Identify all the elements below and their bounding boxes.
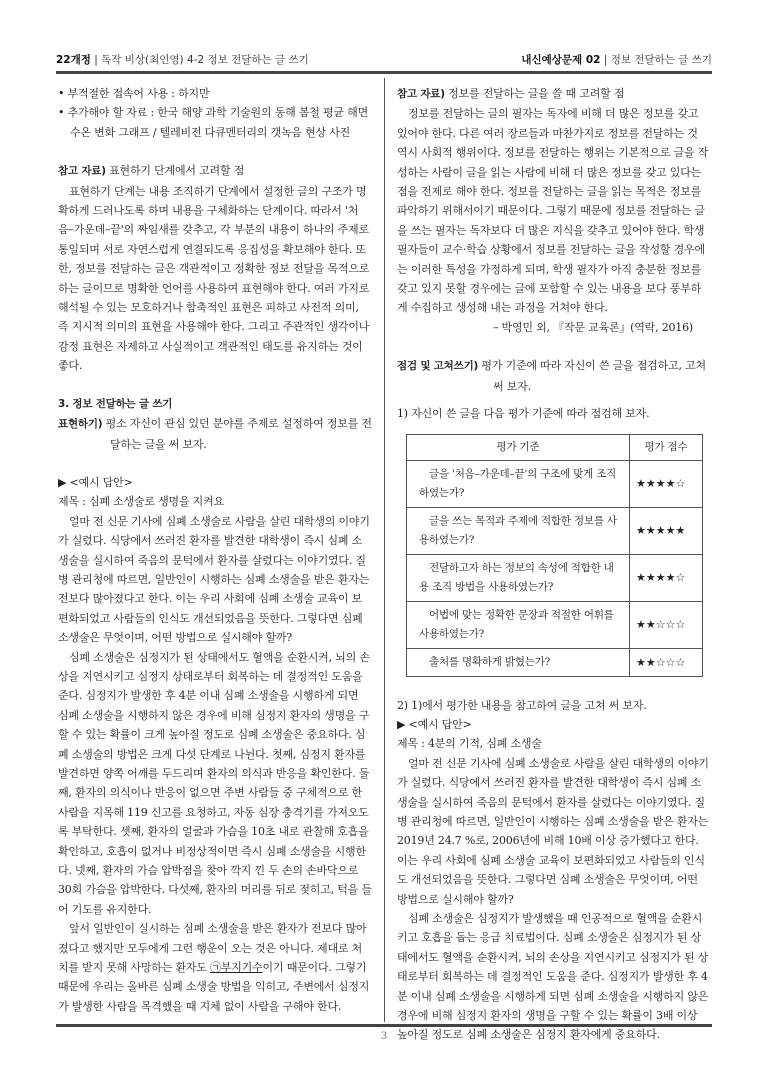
table-header-criteria: 평가 기준	[407, 434, 630, 460]
left-column	[58, 84, 372, 1016]
table-header-row	[407, 434, 703, 460]
reference-source: – 박영민 외, 『작문 교육론』(역락, 2016)	[492, 320, 693, 334]
table-row	[407, 460, 703, 507]
right-reference-heading: 참고 자료) 정보를 전달하는 글을 쓸 때 고려할 점	[397, 87, 625, 100]
footer-rule	[56, 1024, 712, 1027]
star-rating: ★★☆☆☆	[630, 648, 703, 676]
page-number: 3	[380, 1031, 388, 1042]
left-paragraph-2: 심폐 소생술은 심정지가 된 상태에서도 혈액을 순환시켜, 뇌의 손상을 지연시키고 심정지 상태로부터 회복하는 데 결정적인 도움을 준다. 심정지가 발생한 후 4분 이내 심폐 소생술을 시행하게 되면 심폐 소생술을 시행하지 않은 경우에 비해 심정지 환자의 생명을 구할 수 있는 확률이 크게 높아질 정도로 심폐 소생술은 중요하다. 심폐 소생술의 방법은 크게 다섯 단계로 나뉜다. 첫째, 심정지 환자를 발견하면 양쪽 어깨를 두드리며 환자의 의식과 반응을 확인한다. 둘째, 환자의 의식이나 반응이 없으면 주변 사람들 중 구체적으로 한 사람을 지목해 119 신고를 요청하고, 자동 심장 충격기를 가져오도록 부탁한다. 셋째, 환자의 얼굴과 가슴을 10초 내로 관찰해 호흡을 확인하고, 호흡이 없거나 비정상적이면 즉시 심폐 소생술을 시행한다. 넷째, 환자의 가슴 압박점을 찾아 깍지 낀 두 손의 손바닥으로 30회 가슴을 압박한다. 다섯째, 환자의 머리를 뒤로 젖히고, 턱을 들어 기도를 유지한다.	[58, 650, 372, 916]
evaluation-table	[406, 434, 703, 677]
header-right: 내신예상문제 02 | 정보 전달하는 글 쓰기	[521, 54, 712, 66]
question-2: 2) 1)에서 평가한 내용을 참고하여 글을 고쳐 써 보자.	[397, 698, 647, 712]
right-column	[397, 84, 711, 1045]
star-rating: ★★☆☆☆	[630, 601, 703, 648]
table-row	[407, 507, 703, 554]
star-rating: ★★★★☆	[630, 554, 703, 601]
table-header-score: 평가 점수	[630, 434, 703, 460]
table-row	[407, 601, 703, 648]
left-reference-heading: 참고 자료) 표현하기 단계에서 고려할 점	[58, 164, 245, 178]
right-paragraph-1: 얼마 전 신문 기사에 심폐 소생술로 사람을 살린 대학생의 이야기가 실렸다. 식당에서 쓰러진 환자를 발견한 대학생이 즉시 심폐 소생술을 실시하여 죽음의 문턱에서 환자를 살렸다는 이야기였다. 질병 관리청에 따르면, 일반인이 시행하는 심폐 소생술을 받은 환자는 2019년 24.7 %로, 2006년에 비해 10배 이상 증가했다고 한다. 이는 우리 사회에 심폐 소생술 교육이 보편화되었고 사람들의 인식도 개선되었음을 뜻한다. 그렇다면 심폐 소생술은 무엇이며, 어떤 방법으로 실시해야 할까?	[397, 756, 709, 906]
left-reference-body: 표현하기 단계는 내용 조직하기 단계에서 설정한 글의 구조가 명확하게 드러나도록 하며 내용을 구체화하는 단계이다. 따라서 '처음–가운데–끝'의 짜임새를 갖추고, 각 부분의 내용이 하나의 주제로 통일되며 서로 자연스럽게 연결되도록 응집성을 확보해야 한다. 또한, 정보를 전달하는 글은 객관적이고 정확한 정보 전달을 목적으로 하는 글이므로 명확한 언어를 사용하여 표현해야 한다. 여러 가지로 해석될 수 있는 모호하거나 함축적인 표현은 피하고 사전적 의미, 즉 지시적 의미의 표현을 사용해야 한다. 그리고 주관적인 생각이나 감정 표현은 자제하고 사실적이고 객관적인 태도를 유지하는 것이 좋다.	[58, 184, 370, 373]
criteria-text: 어법에 맞는 정확한 문장과 적절한 어휘를 사용하였는가?	[419, 608, 614, 640]
bullet-conjunction: • 부적절한 접속어 사용 : 하지만	[58, 87, 210, 100]
table-row	[407, 554, 703, 601]
criteria-text: 출처를 명확하게 밝혔는가?	[429, 655, 551, 668]
right-reference-body: 정보를 전달하는 글의 필자는 독자에 비해 더 많은 정보를 갖고 있어야 한다. 다른 여러 장르들과 마찬가지로 정보를 전달하는 것 역시 사회적 행위이다. 정보를 전달하는 행위는 기본적으로 글을 작성하는 사람이 글을 읽는 사람에 비해 더 많은 정보를 갖고 있다는 점을 전제로 해야 한다. 정보를 전달하는 글을 읽는 목적은 정보를 파악하기 위해서이기 때문이다. 그렇기 때문에 정보를 전달하는 글을 쓰는 필자는 독자보다 더 많은 지식을 갖추고 있어야 한다. 학생 필자들이 교수·학습 상황에서 정보를 전달하는 글을 작성할 경우에는 이러한 특성을 가정하게 되며, 학생 필자가 아직 충분한 정보를 갖고 있지 못할 경우에는 글에 포함할 수 있는 내용을 보다 풍부하게 수집하고 생성해 내는 과정을 거쳐야 한다.	[397, 107, 709, 315]
right-example-label: ▶ <예시 답안>	[397, 717, 472, 731]
question-1: 1) 자신이 쓴 글을 다음 평가 기준에 따라 점검해 보자.	[397, 407, 650, 421]
star-rating: ★★★★☆	[630, 460, 703, 507]
star-rating: ★★★★★	[630, 507, 703, 554]
criteria-text: 글을 '처음–가운데–끝'의 구조에 맞게 조직하였는가?	[419, 467, 617, 499]
right-paragraph-2: 심폐 소생술은 심정지가 발생했을 때 인공적으로 혈액을 순환시키고 호흡을 돕는 응급 치료법이다. 심폐 소생술은 심정지가 된 상태에서도 혈액을 순환시켜, 뇌의 손상을 지연시키고 심정지가 된 상태로부터 회복하는 데 결정적인 도움을 준다. 심정지가 발생한 후 4분 이내 심폐 소생술을 시행하게 되면 심폐 소생술을 시행하지 않은 경우에 비해 심정지 환자의 생명을 구할 수 있는 확률이 3배 이상 높아질 정도로 심폐 소생술은 심정지 환자에게 중요하다.	[397, 911, 709, 1042]
column-divider	[384, 78, 385, 1022]
check-prompt: 점검 및 고쳐쓰기) 평가 기준에 따라 자신이 쓴 글을 점검하고, 고쳐 써 보자.	[397, 359, 706, 393]
criteria-text: 전달하고자 하는 정보의 속성에 적합한 내용 조직 방법을 사용하였는가?	[419, 561, 614, 593]
bullet-additional-material: • 추가해야 할 자료 : 한국 해양 과학 기술원의 동해 봄철 평균 해면 수온 변화 그래프 / 텔레비전 다큐멘터리의 갯녹음 현상 사진	[58, 106, 369, 139]
left-paragraph-3: 앞서 일반인이 실시하는 심폐 소생술을 받은 환자가 전보다 많아졌다고 했지만 모두에게 그런 행운이 오는 것은 아니다. 제대로 처치를 받지 못해 사망하는 환자도 ㉠부지기수이기 때문이다. 그렇기 때문에 우리는 올바른 심폐 소생술 방법을 익히고, 주변에서 심정지가 발생한 사람을 목격했을 때 지체 없이 사람을 구해야 한다.	[58, 922, 370, 1013]
criteria-text: 글을 쓰는 목적과 주제에 적합한 정보를 사용하였는가?	[419, 514, 617, 546]
section-title: 3. 정보 전달하는 글 쓰기	[58, 397, 173, 410]
left-example-title: 제목 : 심폐 소생술로 생명을 지켜요	[58, 495, 224, 509]
right-example-title: 제목 : 4분의 기적, 심폐 소생술	[397, 737, 542, 751]
left-example-label: ▶ <예시 답안>	[58, 475, 133, 489]
underlined-word: ㉠부지기수	[210, 961, 263, 975]
task-prompt: 표현하기) 평소 자신이 관심 있던 분야를 주제로 설정하여 정보를 전달하는 글을 써 보자.	[58, 417, 372, 451]
header-rule	[56, 71, 712, 74]
left-paragraph-1: 얼마 전 신문 기사에 심폐 소생술로 사람을 살린 대학생의 이야기가 실렸다. 식당에서 쓰러진 환자를 발견한 대학생이 즉시 심폐 소생술을 실시하여 죽음의 문턱에서 환자를 살렸다는 이야기였다. 질병 관리청에 따르면, 일반인이 시행하는 심폐 소생술을 받은 환자는 전보다 많아졌다고 한다. 이는 우리 사회에 심폐 소생술 교육이 보편화되었고 사람들의 인식도 개선되었음을 뜻한다. 그렇다면 심폐 소생술은 무엇이며, 어떤 방법으로 실시해야 할까?	[58, 514, 370, 645]
table-row	[407, 648, 703, 676]
page-header	[56, 48, 712, 70]
header-left: 22개정 | 독작 비상(최인영) 4-2 정보 전달하는 글 쓰기	[56, 54, 309, 66]
